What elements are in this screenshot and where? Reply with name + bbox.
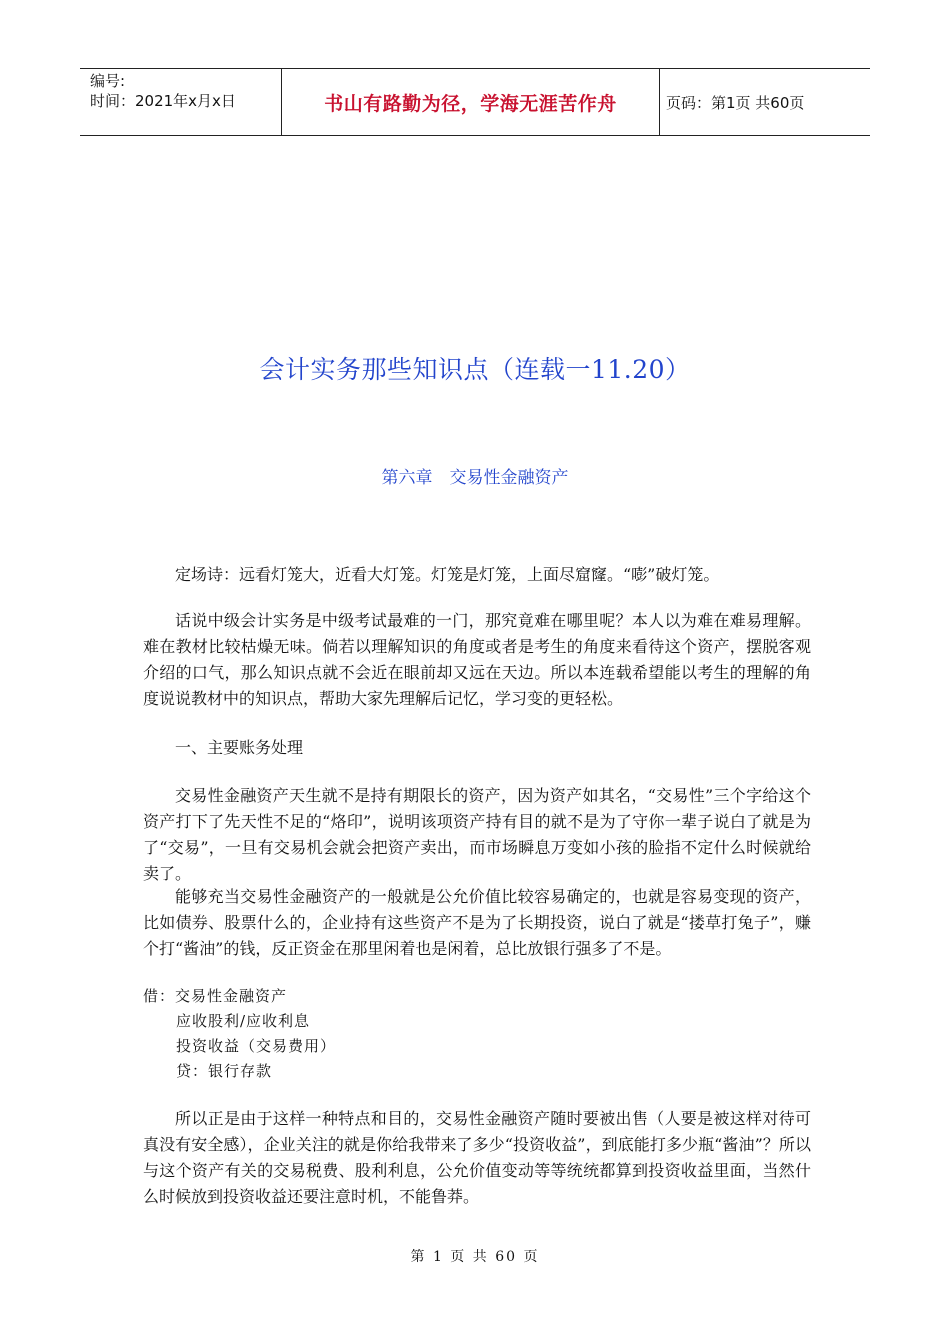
journal-debit-investment-income: 投资收益（交易费用） <box>176 1037 337 1055</box>
chapter-heading: 第六章 交易性金融资产 <box>381 468 569 488</box>
page-header <box>80 68 870 136</box>
header-page-info: 页码：第1页 共60页 <box>666 93 805 112</box>
date-line: 时间：2021年x月x日 <box>90 92 236 110</box>
document-title: 会计实务那些知识点（连载一11.20） <box>259 355 691 384</box>
page-footer: 第 1 页 共 60 页 <box>410 1249 540 1265</box>
journal-debit-receivable: 应收股利/应收利息 <box>176 1012 311 1030</box>
paragraph-fair-value: 能够充当交易性金融资产的一般就是公允价值比较容易确定的，也就是容易变现的资产，比如债券、股票什么的，企业持有这些资产不是为了长期投资，说白了就是“搂草打兔子”，赚个打“酱油”的钱，反正资金在那里闲着也是闲着，总比放银行强多了不是。 <box>143 887 811 958</box>
paragraph-investment-income: 所以正是由于这样一种特点和目的，交易性金融资产随时要被出售（人要是被这样对待可真没有安全感），企业关注的就是你给我带来了多少“投资收益”，到底能打多少瓶“酱油”？所以与这个资产有关的交易税费、股利利息，公允价值变动等等统统都算到投资收益里面，当然什么时候放到投资收益还要注意时机，不能鲁莽。 <box>143 1109 811 1206</box>
journal-debit-line: 借：交易性金融资产 <box>143 987 288 1005</box>
paragraph-intro: 话说中级会计实务是中级考试最难的一门，那究竟难在哪里呢？本人以为难在难易理解。难在教材比较枯燥无味。倘若以理解知识的角度或者是考生的角度来看待这个资产，摆脱客观介绍的口气，那么知识点就不会近在眼前却又远在天边。所以本连载希望能以考生的理解的角度说说教材中的知识点，帮助大家先理解后记忆，学习变的更轻松。 <box>143 611 811 708</box>
paragraph-poem: 定场诗：远看灯笼大，近看大灯笼。灯笼是灯笼，上面尽窟窿。“嘭”破灯笼。 <box>175 565 720 584</box>
header-motto: 书山有路勤为径，学海无涯苦作舟 <box>282 69 660 135</box>
journal-credit-line: 贷：银行存款 <box>176 1062 273 1080</box>
paragraph-nature: 交易性金融资产天生就不是持有期限长的资产，因为资产如其名，“交易性”三个字给这个资产打下了先天性不足的“烙印”，说明该项资产持有目的就不是为了守你一辈子说白了就是为了“交易”，一旦有交易机会就会把资产卖出，而市场瞬息万变如小孩的脸指不定什么时候就给卖了。 <box>143 786 811 883</box>
header-meta <box>80 69 282 135</box>
section-heading: 一、主要账务处理 <box>175 738 304 757</box>
number-label: 编号: <box>90 72 126 90</box>
